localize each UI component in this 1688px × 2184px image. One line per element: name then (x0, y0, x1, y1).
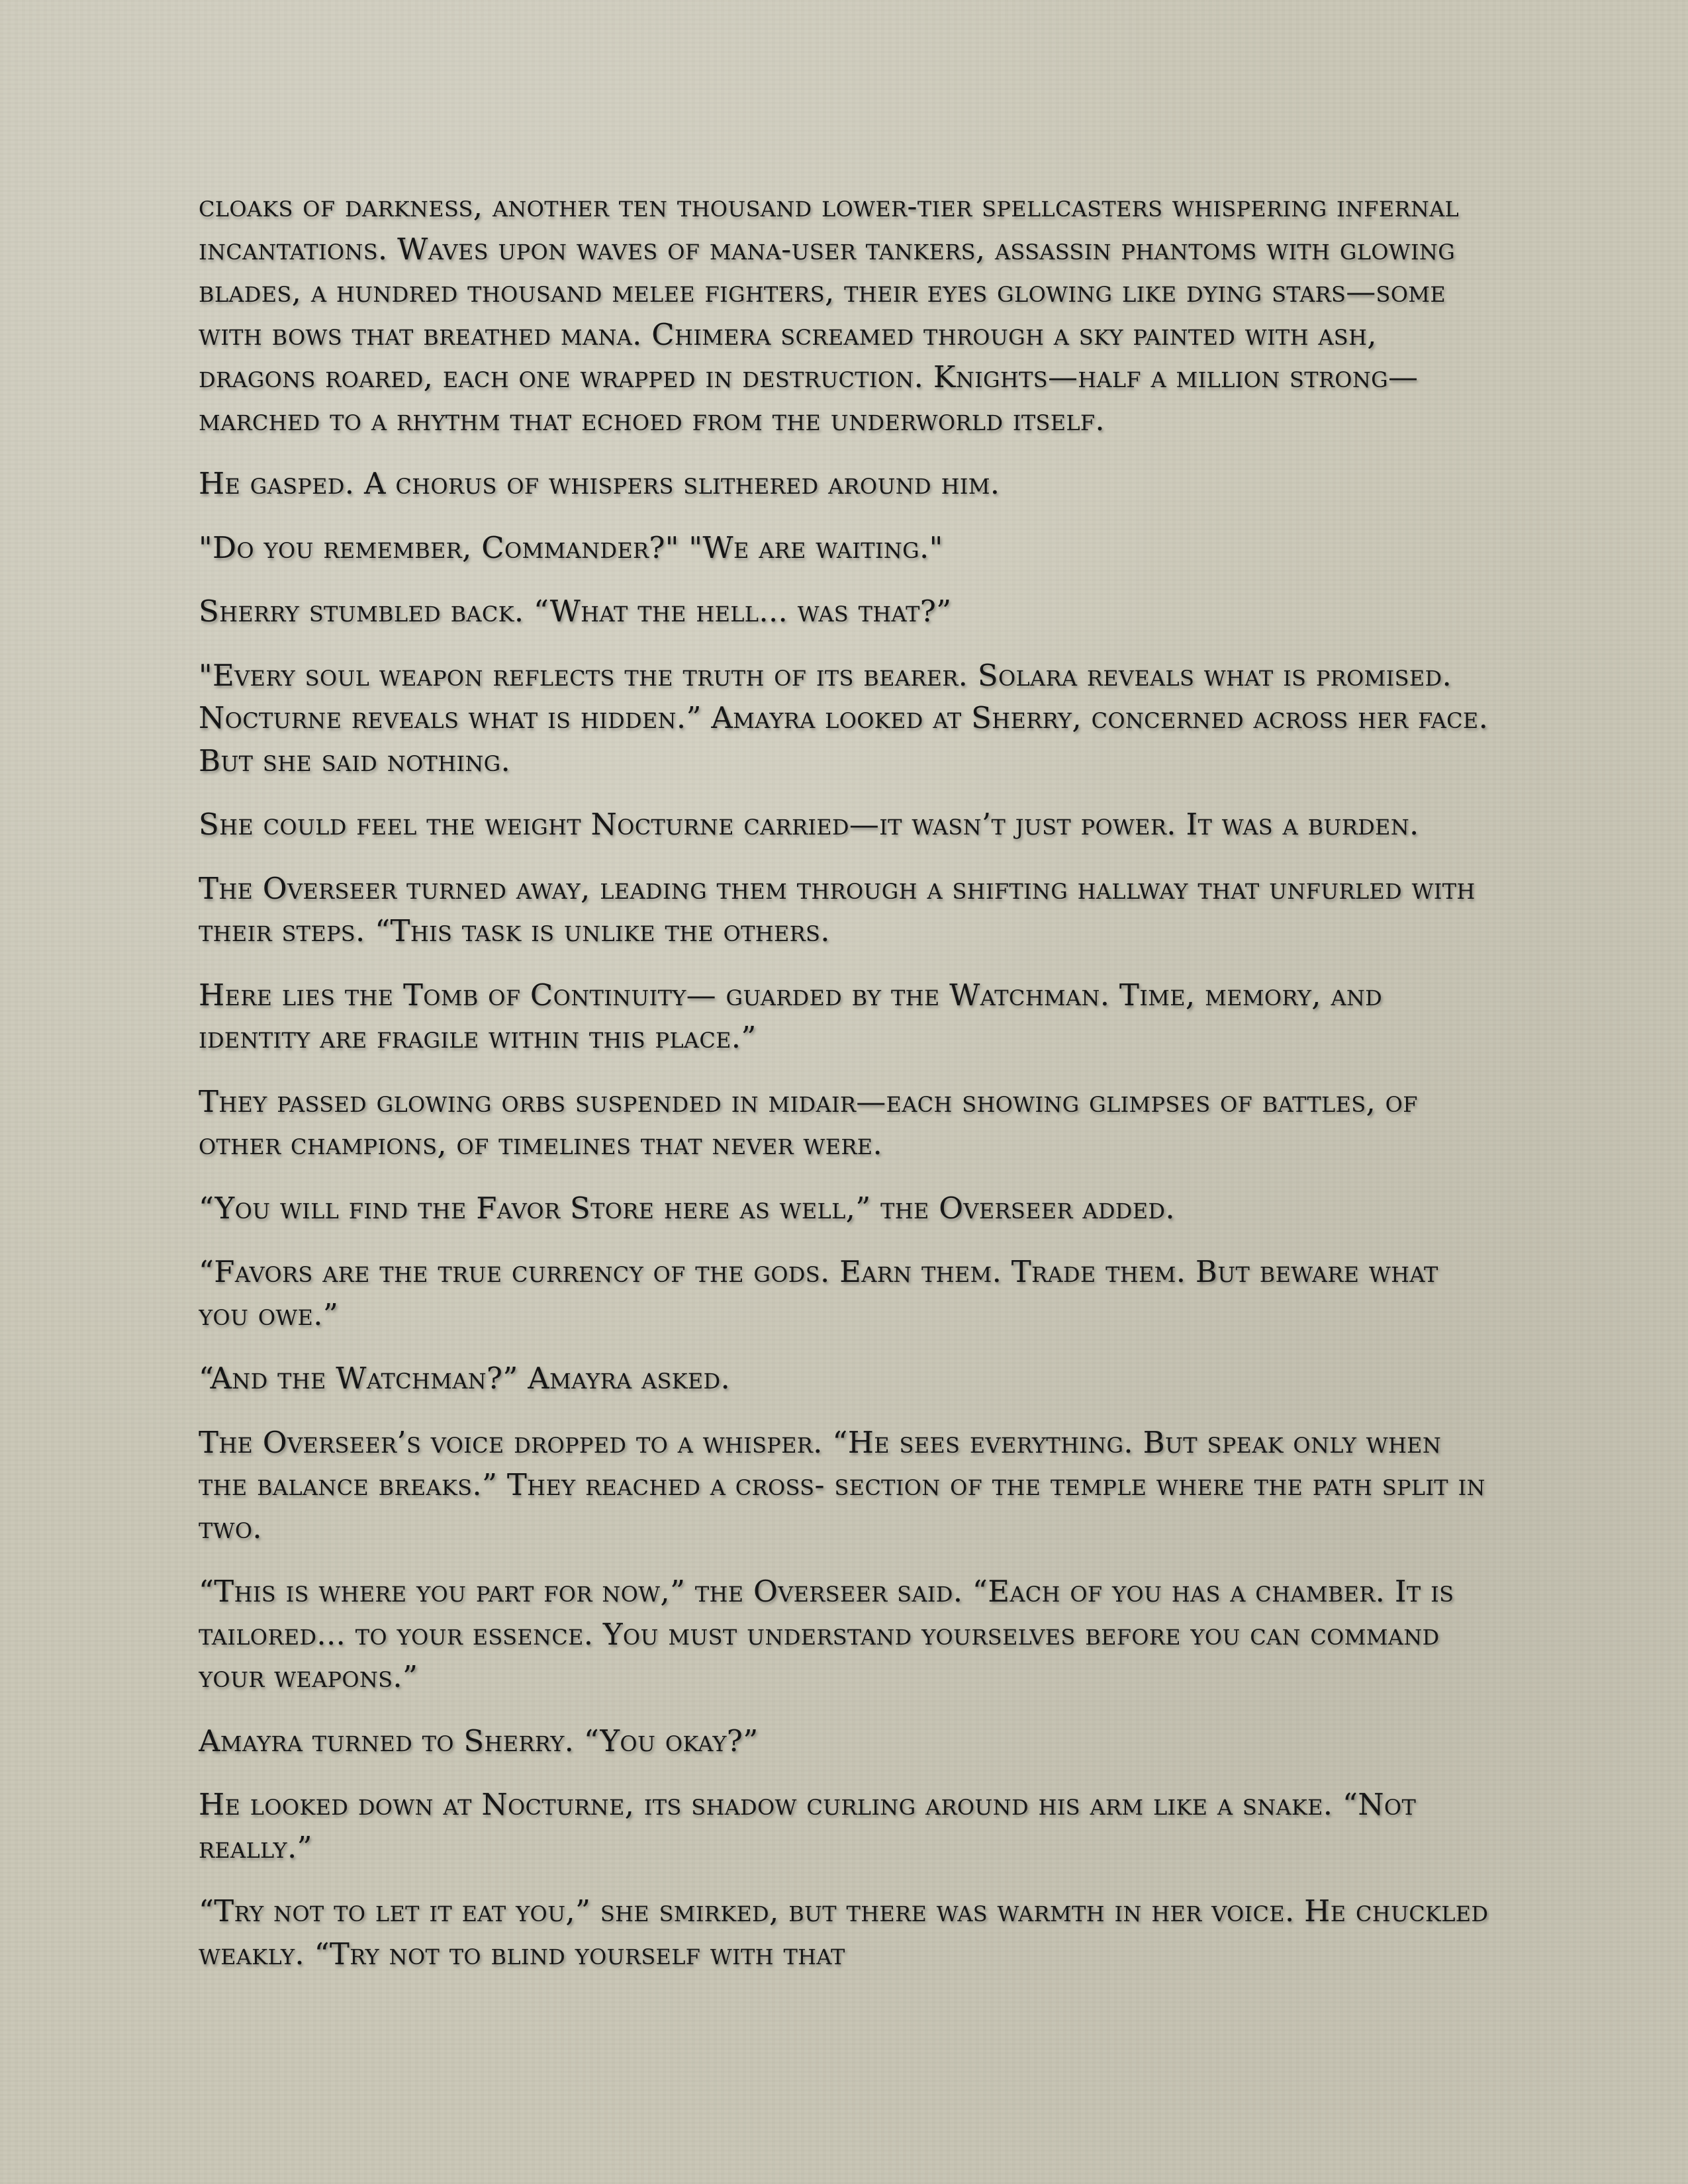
paragraph-3: "Do you remember, Commander?" "We are waiting." (199, 529, 943, 565)
paragraph-8: Here lies the Tomb of Continuity— guarded by the Watchman. Time, memory, and identity are fragile within this place.” (199, 977, 1383, 1055)
paragraph-12: “And the Watchman?” Amayra asked. (199, 1361, 731, 1396)
paragraph-10: “You will find the Favor Store here as well,” the Overseer added. (199, 1190, 1175, 1226)
paragraph-9: They passed glowing orbs suspended in midair—each showing glimpses of battles, of other champions, of timelines that never were. (199, 1083, 1418, 1161)
paragraph-1: cloaks of darkness, another ten thousand lower-tier spellcasters whispering infernal incantations. Waves upon waves of mana-user tankers, assassin phantoms with glowing blades, a hundred thousand melee fighters, their eyes glowing like dying stars—some with bows that breathed mana. Chimera screamed through a sky painted with ash, dragons roared, each one wrapped in destruction. Knights—half a million strong—marched to a rhythm that echoed from the underworld itself. (199, 189, 1460, 437)
paragraph-16: He looked down at Nocturne, its shadow curling around his arm like a snake. “Not really.” (199, 1787, 1417, 1865)
paragraph-7: The Overseer turned away, leading them through a shifting hallway that unfurled with their steps. “This task is unlike the others. (199, 870, 1476, 948)
paragraph-17: “Try not to let it eat you,” she smirked, but there was warmth in her voice. He chuckled weakly. “Try not to blind yourself with that (199, 1893, 1489, 1972)
paragraph-4: Sherry stumbled back. “What the hell... was that?” (199, 594, 952, 629)
paragraph-6: She could feel the weight Nocturne carried—it wasn’t just power. It was a burden. (199, 807, 1419, 842)
paragraph-11: “Favors are the true currency of the gods. Earn them. Trade them. But beware what you owe.” (199, 1254, 1438, 1332)
paragraph-14: “This is where you part for now,” the Overseer said. “Each of you has a chamber. It is tailored... to your essence. You must understand yourselves before you can command your weapons.” (199, 1574, 1454, 1694)
paragraph-15: Amayra turned to Sherry. “You okay?” (199, 1723, 759, 1758)
paragraph-5: "Every soul weapon reflects the truth of its bearer. Solara reveals what is promised. Nocturne reveals what is hidden.” Amayra looked at Sherry, concerned across her face. But she said nothing. (199, 657, 1489, 778)
paragraph-2: He gasped. A chorus of whispers slithered around him. (199, 466, 1000, 501)
document-page (199, 185, 1489, 2144)
paragraph-13: The Overseer’s voice dropped to a whisper. “He sees everything. But speak only when the balance breaks.” They reached a cross- section of the temple where the path split in two. (199, 1424, 1485, 1545)
